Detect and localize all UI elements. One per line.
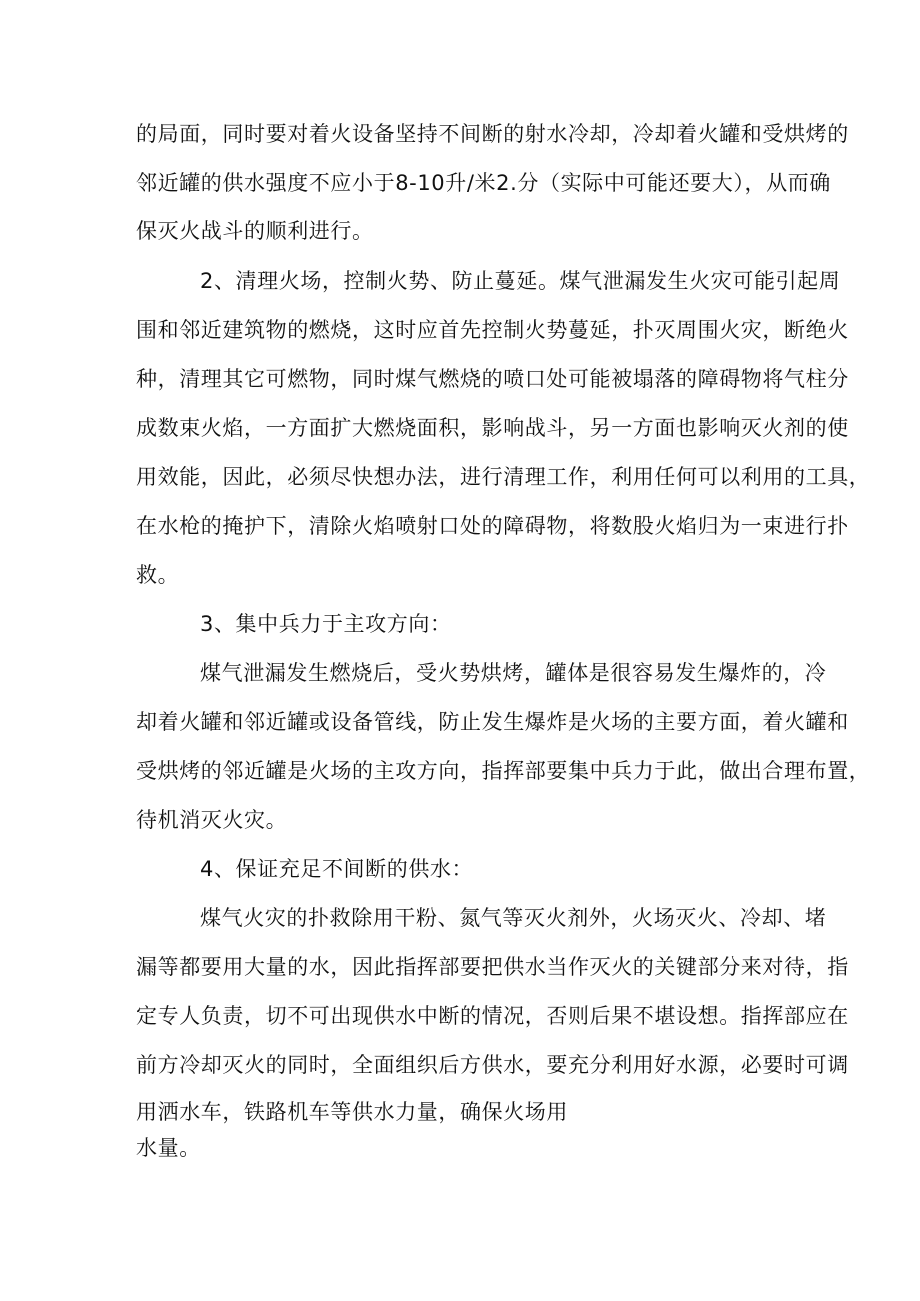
text-line: 保灭火战斗的顺利进行。 — [136, 219, 374, 243]
text-line: 2、清理火场，控制火势、防止蔓延。煤气泄漏发生火灾可能引起周 — [200, 269, 841, 293]
text-line: 却着火罐和邻近罐或设备管线，防止发生爆炸是火场的主要方面，着火罐和 — [136, 710, 849, 734]
text-line: 用洒水车，铁路机车等供水力量，确保火场用 — [136, 1100, 568, 1124]
text-line: 煤气火灾的扑救除用干粉、氮气等灭火剂外，火场灭火、冷却、堵 — [200, 906, 827, 930]
text-line: 用效能，因此，必须尽快想办法，进行清理工作，利用任何可以利用的工具， — [136, 465, 871, 489]
text-line: 定专人负责，切不可出现供水中断的情况，否则后果不堪设想。指挥部应在 — [136, 1004, 849, 1028]
text-line: 前方冷却灭火的同时，全面组织后方供水，要充分利用好水源，必要时可调 — [136, 1053, 849, 1077]
text-line: 种，清理其它可燃物，同时煤气燃烧的喷口处可能被塌落的障碍物将气柱分 — [136, 367, 849, 391]
text-line: 在水枪的掩护下，清除火焰喷射口处的障碍物，将数股火焰归为一束进行扑 — [136, 514, 849, 538]
text-line: 救。 — [136, 563, 180, 587]
text-line: 受烘烤的邻近罐是火场的主攻方向，指挥部要集中兵力于此，做出合理布置， — [136, 759, 871, 783]
text-line: 水量。 — [136, 1136, 201, 1160]
section-heading: 4、保证充足不间断的供水： — [200, 857, 474, 881]
text-line: 成数束火焰，一方面扩大燃烧面积，影响战斗，另一方面也影响灭火剂的使 — [136, 416, 849, 440]
text-line: 邻近罐的供水强度不应小于8-10升/米2.分（实际中可能还要大），从而确 — [136, 171, 831, 195]
section-heading: 3、集中兵力于主攻方向： — [200, 612, 452, 636]
text-line: 围和邻近建筑物的燃烧，这时应首先控制火势蔓延，扑灭周围火灾，断绝火 — [136, 318, 849, 342]
text-line: 煤气泄漏发生燃烧后，受火势烘烤，罐体是很容易发生爆炸的，冷 — [200, 661, 827, 685]
text-line: 漏等都要用大量的水，因此指挥部要把供水当作灭火的关键部分来对待，指 — [136, 955, 849, 979]
text-line: 待机消灭火灾。 — [136, 808, 288, 832]
text-line: 的局面，同时要对着火设备坚持不间断的射水冷却，冷却着火罐和受烘烤的 — [136, 122, 849, 146]
